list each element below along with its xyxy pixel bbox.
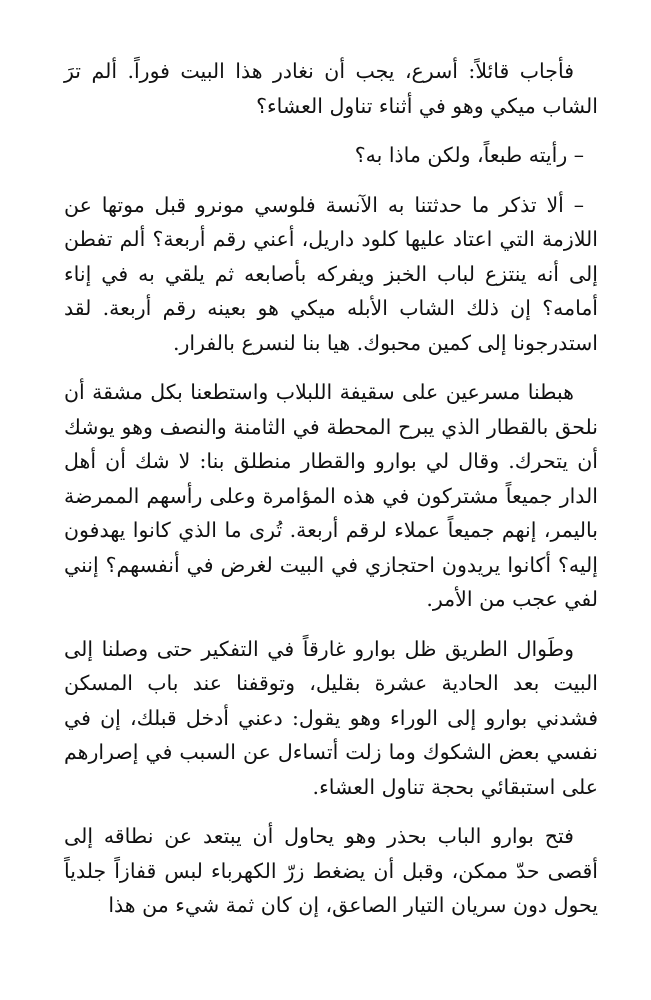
paragraph-5: وطَوال الطريق ظل بوارو غارقاً في التفكير حتى وصلنا إلى البيت بعد الحادية عشرة بقليل، وتوقفنا عند باب المسكن فشدني بوارو إلى الوراء وهو يقول: دعني أدخل قبلك، إن في نفسي بعض الشكوك وما زلت أتساءل عن السبب في إصرارهم على استبقائي بحجة تناول العشاء.	[64, 636, 598, 799]
book-page	[64, 54, 598, 938]
paragraph-2: – رأيته طبعاً، ولكن ماذا به؟	[354, 143, 584, 167]
paragraph-3: – ألا تذكر ما حدثتنا به الآنسة فلوسي مونرو قبل موتها عن اللازمة التي اعتاد عليها كلود داريل، أعني رقم أربعة؟ ألم تفطن إلى أنه ينتزع لباب الخبز ويفركه بأصابعه ثم يلقي به في إناء أمامه؟ إن ذلك الشاب الأبله ميكي هو بعينه رقم أربعة. لقد استدرجونا إلى كمين محبوك. هيا بنا لنسرع بالفرار.	[64, 192, 598, 355]
paragraph-6: فتح بوارو الباب بحذر وهو يحاول أن يبتعد عن نطاقه إلى أقصى حدّ ممكن، وقبل أن يضغط زرّ الكهرباء لبس قفازاً جلدياً يحول دون سريان التيار الصاعق، إن كان ثمة شيء من هذا	[64, 824, 598, 917]
paragraph-4: هبطنا مسرعين على سقيفة اللبلاب واستطعنا بكل مشقة أن نلحق بالقطار الذي يبرح المحطة في الثامنة والنصف وهو يوشك أن يتحرك. وقال لي بوارو والقطار منطلق بنا: لا شك أن أهل الدار جميعاً مشتركون في هذه المؤامرة وعلى رأسهم الممرضة باليمر، إنهم جميعاً عملاء لرقم أربعة. تُرى ما الذي كانوا يهدفون إليه؟ أكانوا يريدون احتجازي في البيت لغرض في أنفسهم؟ إنني لفي عجب من الأمر.	[64, 380, 598, 611]
paragraph-1: فأجاب قائلاً: أسرع، يجب أن نغادر هذا البيت فوراً. ألم ترَ الشاب ميكي وهو في أثناء تناول العشاء؟	[64, 59, 598, 118]
